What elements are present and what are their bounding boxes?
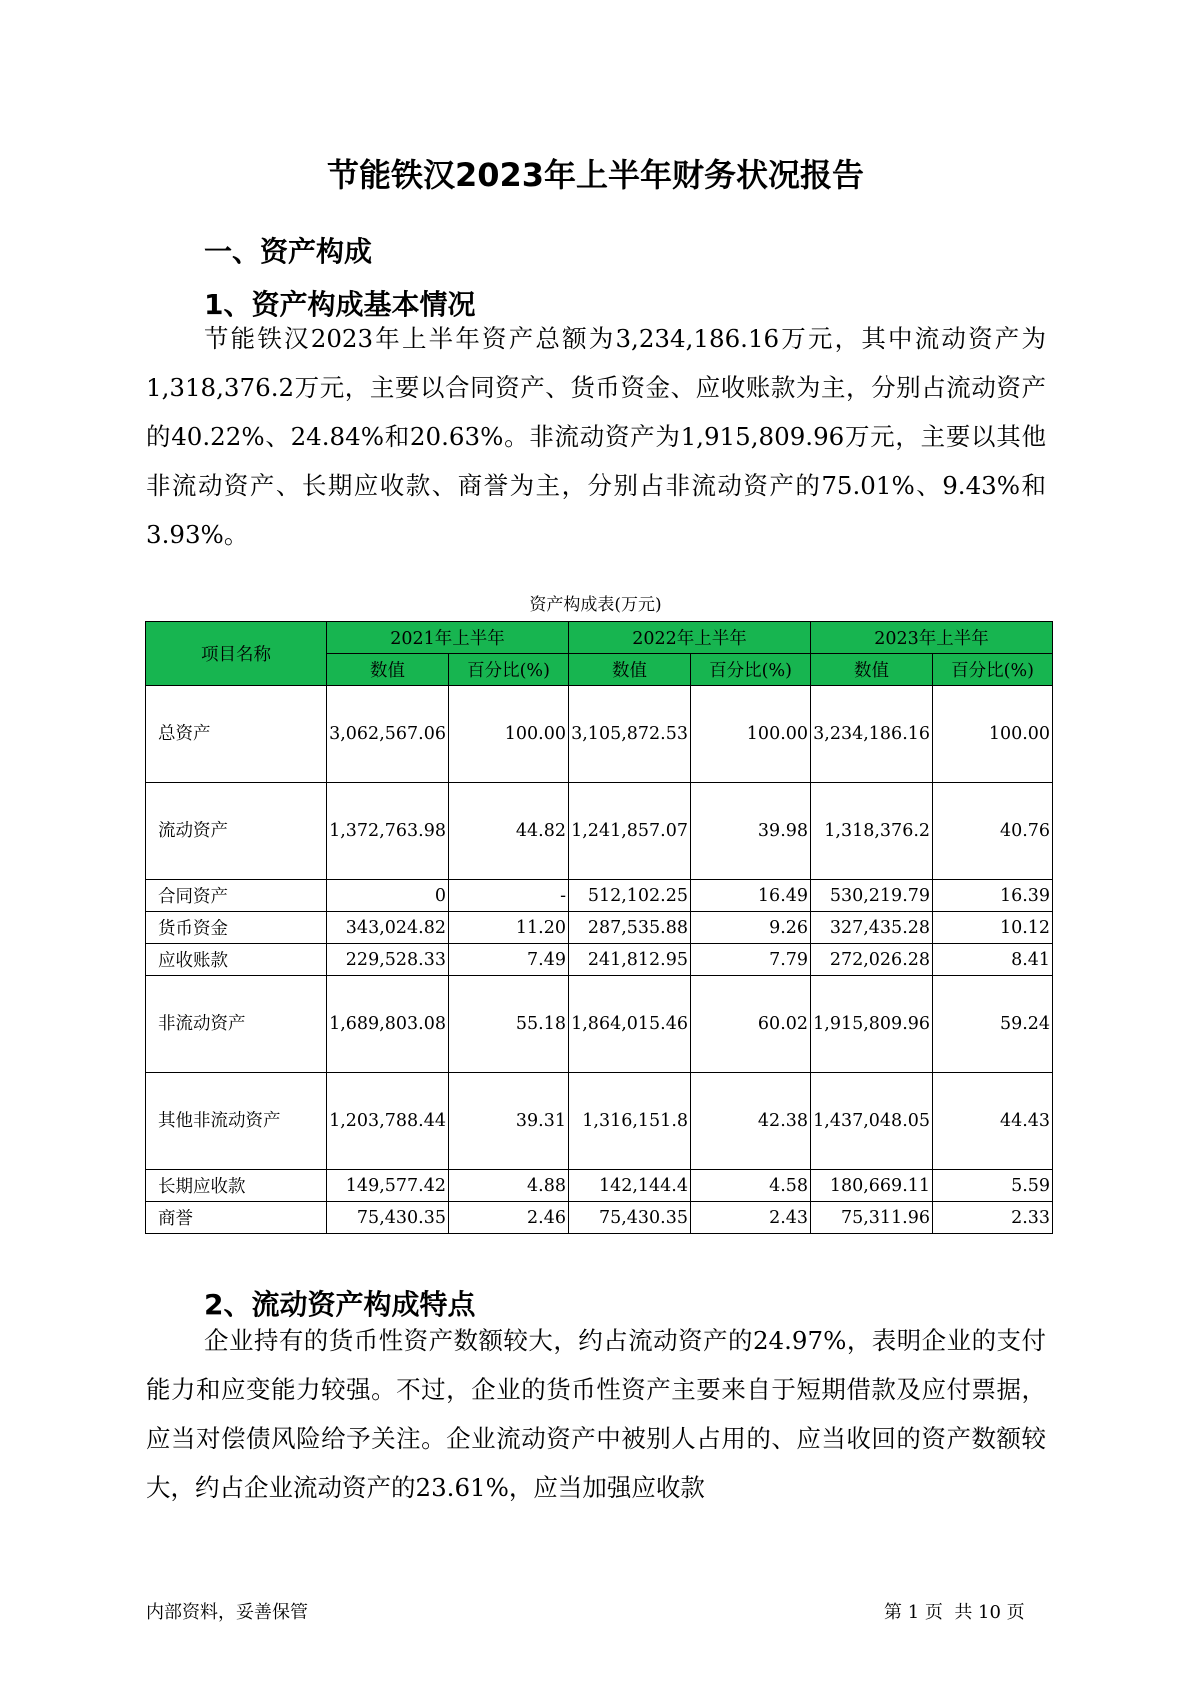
cell-percent: 55.18 — [449, 976, 569, 1073]
row-name: 货币资金 — [146, 912, 327, 944]
cell-value: 1,203,788.44 — [327, 1073, 449, 1170]
row-name: 总资产 — [146, 686, 327, 783]
cell-percent: 8.41 — [933, 944, 1053, 976]
cell-value: 287,535.88 — [569, 912, 691, 944]
cell-value: 142,144.4 — [569, 1170, 691, 1202]
cell-value: 0 — [327, 880, 449, 912]
paragraph-text: 节能铁汉2023年上半年资产总额为3,234,186.16万元，其中流动资产为1,318,376.2万元，主要以合同资产、货币资金、应收账款为主，分别占流动资产的40.22%、24.84%和20.63%。非流动资产为1,915,809.96万元，主要以其他非流动资产、长期应收款、商誉为主，分别占非流动资产的75.01%、9.43%和3.93%。 — [146, 324, 1046, 549]
row-name: 其他非流动资产 — [146, 1073, 327, 1170]
asset-composition-table — [145, 621, 1053, 1234]
header-value: 数值 — [327, 654, 449, 686]
row-name: 商誉 — [146, 1202, 327, 1234]
cell-percent: 2.46 — [449, 1202, 569, 1234]
cell-value: 1,318,376.2 — [811, 783, 933, 880]
cell-percent: 44.82 — [449, 783, 569, 880]
cell-value: 1,241,857.07 — [569, 783, 691, 880]
table-row — [146, 1202, 1053, 1234]
cell-percent: 39.31 — [449, 1073, 569, 1170]
header-period-2021: 2021年上半年 — [327, 622, 569, 654]
page-title: 节能铁汉2023年上半年财务状况报告 — [326, 156, 865, 194]
cell-percent: 16.39 — [933, 880, 1053, 912]
footer-confidential-note: 内部资料，妥善保管 — [146, 1602, 308, 1623]
cell-percent: 10.12 — [933, 912, 1053, 944]
cell-percent: 7.79 — [691, 944, 811, 976]
cell-percent: - — [449, 880, 569, 912]
cell-percent: 2.43 — [691, 1202, 811, 1234]
table-row — [146, 912, 1053, 944]
cell-value: 3,062,567.06 — [327, 686, 449, 783]
cell-value: 75,311.96 — [811, 1202, 933, 1234]
footer-page-number: 第 1 页 共 10 页 — [884, 1602, 1025, 1623]
cell-percent: 44.43 — [933, 1073, 1053, 1170]
table-row — [146, 686, 1053, 783]
section-heading-asset-composition: 一、资产构成 — [204, 235, 373, 268]
cell-percent: 2.33 — [933, 1202, 1053, 1234]
table-row — [146, 1073, 1053, 1170]
cell-value: 3,105,872.53 — [569, 686, 691, 783]
subheading-current-asset-features: 2、流动资产构成特点 — [204, 1288, 476, 1321]
cell-value: 1,864,015.46 — [569, 976, 691, 1073]
cell-percent: 60.02 — [691, 976, 811, 1073]
cell-percent: 11.20 — [449, 912, 569, 944]
row-name: 长期应收款 — [146, 1170, 327, 1202]
cell-percent: 39.98 — [691, 783, 811, 880]
cell-percent: 16.49 — [691, 880, 811, 912]
paragraph-current-assets — [146, 1316, 1046, 1512]
cell-value: 530,219.79 — [811, 880, 933, 912]
cell-percent: 9.26 — [691, 912, 811, 944]
cell-value: 327,435.28 — [811, 912, 933, 944]
table-caption: 资产构成表(万元) — [529, 595, 662, 615]
cell-value: 180,669.11 — [811, 1170, 933, 1202]
table-row — [146, 944, 1053, 976]
header-period-2022: 2022年上半年 — [569, 622, 811, 654]
cell-value: 1,437,048.05 — [811, 1073, 933, 1170]
table-row — [146, 976, 1053, 1073]
table-row — [146, 1170, 1053, 1202]
header-percent: 百分比(%) — [449, 654, 569, 686]
paragraph-asset-summary — [146, 314, 1046, 559]
subheading-basic-situation: 1、资产构成基本情况 — [204, 288, 476, 321]
cell-value: 512,102.25 — [569, 880, 691, 912]
header-period-2023: 2023年上半年 — [811, 622, 1053, 654]
cell-value: 241,812.95 — [569, 944, 691, 976]
cell-percent: 100.00 — [933, 686, 1053, 783]
header-value: 数值 — [811, 654, 933, 686]
cell-value: 149,577.42 — [327, 1170, 449, 1202]
row-name: 非流动资产 — [146, 976, 327, 1073]
cell-percent: 40.76 — [933, 783, 1053, 880]
cell-percent: 7.49 — [449, 944, 569, 976]
paragraph-text: 企业持有的货币性资产数额较大，约占流动资产的24.97%，表明企业的支付能力和应变能力较强。不过，企业的货币性资产主要来自于短期借款及应付票据，应当对偿债风险给予关注。企业流动资产中被别人占用的、应当收回的资产数额较大，约占企业流动资产的23.61%，应当加强应收款 — [146, 1326, 1046, 1502]
cell-percent: 4.58 — [691, 1170, 811, 1202]
header-percent: 百分比(%) — [691, 654, 811, 686]
cell-value: 1,915,809.96 — [811, 976, 933, 1073]
header-value: 数值 — [569, 654, 691, 686]
cell-percent: 42.38 — [691, 1073, 811, 1170]
row-name: 流动资产 — [146, 783, 327, 880]
cell-percent: 5.59 — [933, 1170, 1053, 1202]
row-name: 合同资产 — [146, 880, 327, 912]
cell-value: 75,430.35 — [327, 1202, 449, 1234]
header-item-name: 项目名称 — [146, 622, 327, 686]
cell-value: 1,372,763.98 — [327, 783, 449, 880]
cell-value: 1,316,151.8 — [569, 1073, 691, 1170]
cell-value: 343,024.82 — [327, 912, 449, 944]
cell-value: 272,026.28 — [811, 944, 933, 976]
row-name: 应收账款 — [146, 944, 327, 976]
table-row — [146, 783, 1053, 880]
cell-percent: 59.24 — [933, 976, 1053, 1073]
cell-value: 229,528.33 — [327, 944, 449, 976]
header-percent: 百分比(%) — [933, 654, 1053, 686]
cell-value: 3,234,186.16 — [811, 686, 933, 783]
cell-value: 1,689,803.08 — [327, 976, 449, 1073]
cell-percent: 4.88 — [449, 1170, 569, 1202]
cell-percent: 100.00 — [449, 686, 569, 783]
cell-percent: 100.00 — [691, 686, 811, 783]
table-row — [146, 880, 1053, 912]
cell-value: 75,430.35 — [569, 1202, 691, 1234]
